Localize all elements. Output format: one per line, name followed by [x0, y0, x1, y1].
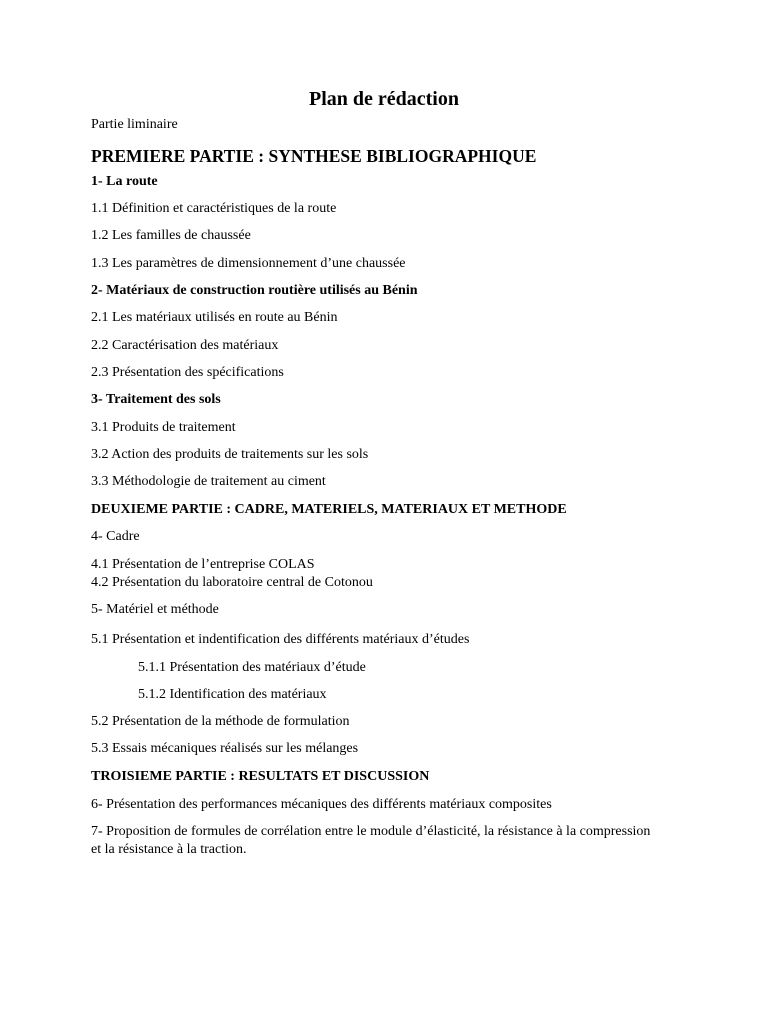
- section-line: 4.1 Présentation de l’entreprise COLAS: [91, 557, 315, 572]
- section-line: 2.3 Présentation des spécifications: [91, 365, 284, 380]
- section-line: 1.3 Les paramètres de dimensionnement d’une chaussée: [91, 256, 406, 271]
- document-title: Plan de rédaction: [309, 88, 459, 110]
- chapter-heading: 3- Traitement des sols: [91, 392, 221, 407]
- section-line: 2.2 Caractérisation des matériaux: [91, 338, 279, 353]
- section-line: 3.3 Méthodologie de traitement au ciment: [91, 474, 326, 489]
- section-line: 5.2 Présentation de la méthode de formulation: [91, 714, 350, 729]
- part-heading: PREMIERE PARTIE : SYNTHESE BIBLIOGRAPHIQUE: [91, 146, 537, 166]
- chapter-heading: 6- Présentation des performances mécaniques des différents matériaux composites: [91, 797, 552, 812]
- section-line: 4.2 Présentation du laboratoire central de Cotonou: [91, 575, 373, 590]
- section-line: 3.1 Produits de traitement: [91, 420, 236, 435]
- subsection-line: 5.1.1 Présentation des matériaux d’étude: [138, 660, 366, 675]
- chapter-heading: 1- La route: [91, 174, 158, 189]
- part-heading: TROISIEME PARTIE : RESULTATS ET DISCUSSION: [91, 769, 430, 784]
- section-line: 1.2 Les familles de chaussée: [91, 228, 251, 243]
- section-line: 5.1 Présentation et indentification des différents matériaux d’études: [91, 632, 470, 647]
- chapter-heading: 4- Cadre: [91, 529, 140, 544]
- chapter-heading: 7- Proposition de formules de corrélation entre le module d’élasticité, la résistance à la compression et la résistance à la traction.: [91, 824, 651, 857]
- part-heading: DEUXIEME PARTIE : CADRE, MATERIELS, MATERIAUX ET METHODE: [91, 502, 567, 517]
- chapter-heading: 5- Matériel et méthode: [91, 602, 219, 617]
- section-line: 1.1 Définition et caractéristiques de la route: [91, 201, 337, 216]
- section-line: 3.2 Action des produits de traitements sur les sols: [91, 447, 369, 462]
- subsection-line: 5.1.2 Identification des matériaux: [138, 687, 327, 702]
- chapter-heading: 2- Matériaux de construction routière utilisés au Bénin: [91, 283, 418, 298]
- section-line: Partie liminaire: [91, 117, 178, 132]
- section-line: 2.1 Les matériaux utilisés en route au Bénin: [91, 310, 338, 325]
- section-line: 5.3 Essais mécaniques réalisés sur les mélanges: [91, 741, 359, 756]
